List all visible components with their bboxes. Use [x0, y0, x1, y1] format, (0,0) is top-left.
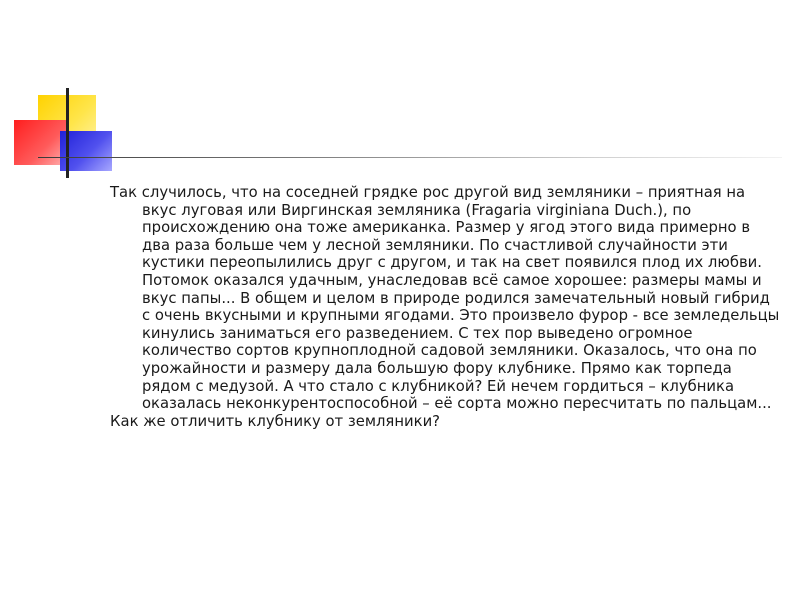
paragraph-story-line-1: Так случилось, что на соседней грядке рос другой вид земляники – приятная на вкус луговая или Виргинская земляника (Fragaria virginiana Duch.), по происхождению она тоже американка. Размер у ягод этого вида примерно в два раза больше чем у лесной земляники. По счастливой случайности эти кустики переопылились друг с другом, и так на свет появился плод их любви.: [110, 184, 763, 272]
title-divider-line: [38, 157, 782, 158]
paragraph-question-text: Как же отличить клубнику от земляники?: [110, 412, 441, 430]
slide-body: [110, 184, 780, 430]
paragraph-story: [110, 184, 780, 413]
paragraph-question: [110, 413, 780, 431]
decor-red-square: [14, 120, 66, 165]
paragraph-story-line-2: Потомок оказался удачным, унаследовав всё самое хорошее: размеры мамы и вкус папы... В общем и целом в природе родился замечательный новый гибрид с очень вкусными и крупными ягодами. Это произвело фурор - все земледельцы кинулись заниматься его разведением. С тех пор выведено огромное количество сортов крупноплодной садовой земляники. Оказалось, что она по урожайности и размеру дала большую фору клубнике. Прямо как торпеда рядом с медузой. А что стало с клубникой? Ей нечем гордиться – клубника оказалась неконкурентоспособной – её сорта можно пересчитать по пальцам...: [142, 271, 780, 413]
decor-vertical-line: [66, 88, 69, 178]
